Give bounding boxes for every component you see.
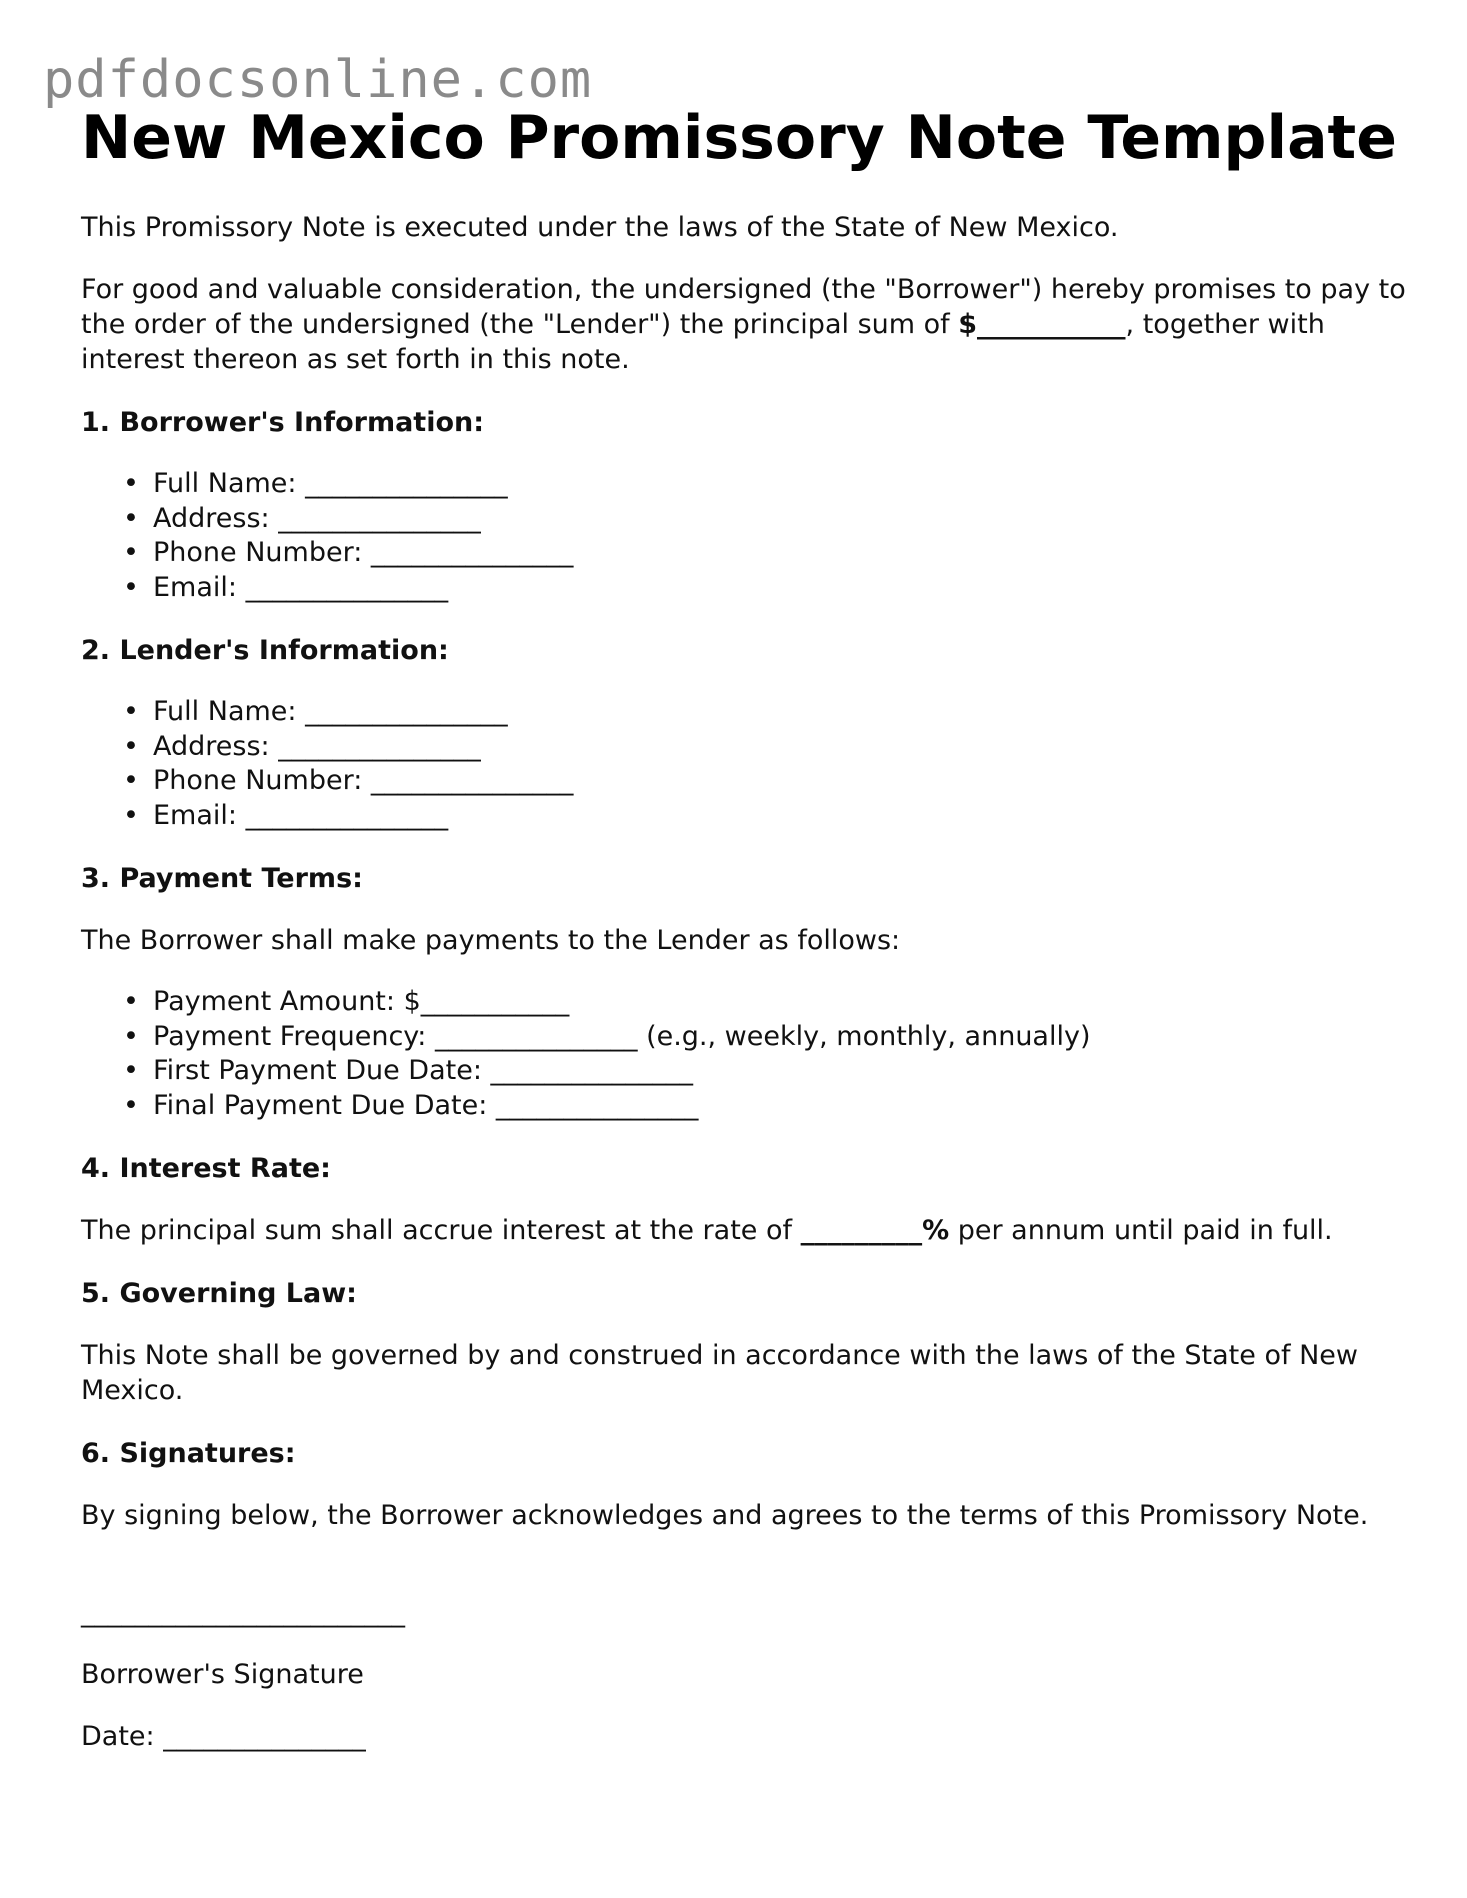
borrower-heading: 1. Borrower's Information: [81, 407, 485, 438]
borrower-fields [81, 467, 1421, 605]
principal-amount-blank: $___________ [958, 309, 1126, 340]
interest-rate-heading: 4. Interest Rate: [81, 1153, 331, 1184]
interest-paragraph [81, 1213, 1421, 1248]
payment-amount: • Payment Amount: $___________ [153, 985, 1421, 1020]
borrower-phone: • Phone Number: _______________ [153, 536, 1421, 571]
document-title: New Mexico Promissory Note Template [81, 103, 1397, 173]
lender-email: • Email: _______________ [153, 799, 1421, 834]
consideration-text-end: , together with interest thereon as set forth in this note. [81, 309, 1325, 375]
interest-text-end: per annum until paid in full. [949, 1215, 1333, 1246]
payment-terms-heading: 3. Payment Terms: [81, 863, 363, 894]
signatures-heading: 6. Signatures: [81, 1438, 296, 1469]
payment-fields [81, 985, 1421, 1123]
borrower-full-name: • Full Name: _______________ [153, 467, 1421, 502]
lender-address: • Address: _______________ [153, 730, 1421, 765]
lender-fields [81, 695, 1421, 833]
final-payment-date: • Final Payment Due Date: _______________ [153, 1089, 1421, 1124]
lender-phone: • Phone Number: _______________ [153, 764, 1421, 799]
borrower-email: • Email: _______________ [153, 571, 1421, 606]
intro-paragraph: This Promissory Note is executed under the laws of the State of New Mexico. [81, 212, 1119, 243]
payment-frequency: • Payment Frequency: _______________ (e.g., weekly, monthly, annually) [153, 1020, 1421, 1055]
signatures-paragraph: By signing below, the Borrower acknowledges and agrees to the terms of this Promissory Note. [81, 1500, 1369, 1531]
document [81, 100, 1421, 1754]
signature-date: Date: _______________ [81, 1721, 366, 1752]
consideration-text: For good and valuable consideration, the undersigned (the "Borrower") hereby promises to pay to the order of the undersigned (the "Lender") the principal sum of [81, 274, 1406, 340]
watermark: pdfdocsonline.com [43, 50, 593, 110]
borrower-address: • Address: _______________ [153, 502, 1421, 537]
consideration-paragraph [81, 272, 1421, 377]
lender-heading: 2. Lender's Information: [81, 635, 449, 666]
first-payment-date: • First Payment Due Date: _______________ [153, 1054, 1421, 1089]
interest-text: The principal sum shall accrue interest at the rate of [81, 1215, 801, 1246]
interest-rate-blank: _________% [800, 1215, 950, 1246]
governing-law-heading: 5. Governing Law: [81, 1278, 357, 1309]
governing-law-paragraph: This Note shall be governed by and construed in accordance with the laws of the State of New Mexico. [81, 1340, 1358, 1406]
payment-intro: The Borrower shall make payments to the Lender as follows: [81, 925, 901, 956]
lender-full-name: • Full Name: _______________ [153, 695, 1421, 730]
borrower-signature-label: Borrower's Signature [81, 1659, 364, 1690]
borrower-signature-line: ________________________ [81, 1597, 405, 1628]
